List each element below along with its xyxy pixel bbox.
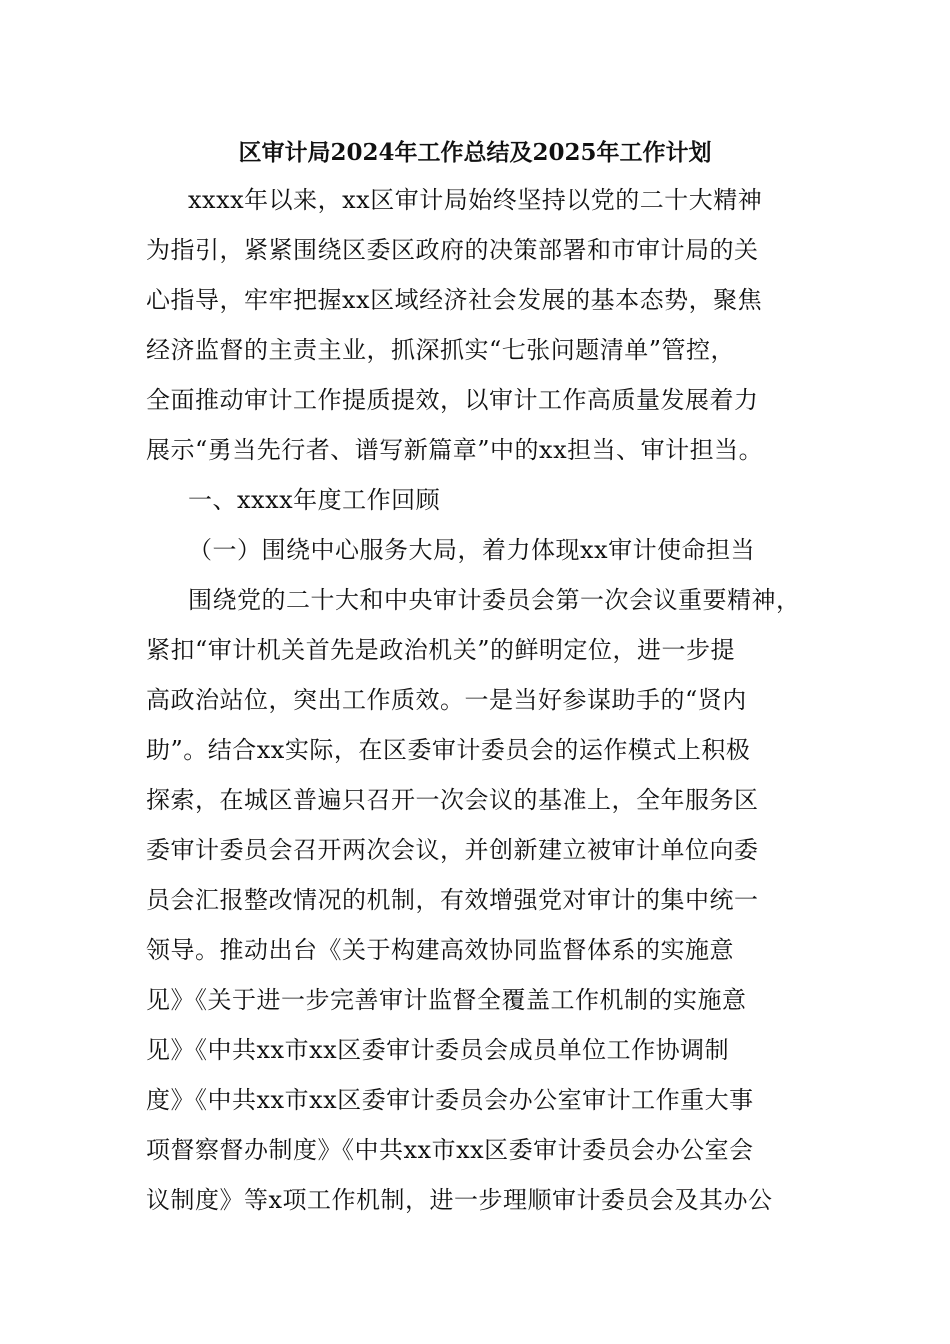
paragraph-line-21: 议制度》等x项工作机制，进一步理顺审计委员会及其办公 — [146, 1186, 773, 1214]
subsection-heading-1: （一）围绕中心服务大局，着力体现xx审计使命担当 — [188, 536, 756, 564]
paragraph-line-10: 紧扣“审计机关首先是政治机关”的鲜明定位，进一步提 — [146, 636, 736, 664]
paragraph-line-5: 全面推动审计工作提质提效，以审计工作高质量发展着力 — [146, 386, 759, 414]
paragraph-line-2: 为指引，紧紧围绕区委区政府的决策部署和市审计局的关 — [146, 236, 759, 264]
paragraph-line-18: 见》《中共xx市xx区委审计委员会成员单位工作协调制 — [146, 1036, 730, 1064]
paragraph-line-4: 经济监督的主责主业，抓深抓实“七张问题清单”管控， — [146, 336, 736, 364]
paragraph-line-15: 员会汇报整改情况的机制，有效增强党对审计的集中统一 — [146, 886, 759, 914]
paragraph-line-16: 领导。推动出台《关于构建高效协同监督体系的实施意 — [146, 936, 734, 964]
paragraph-line-19: 度》《中共xx市xx区委审计委员会办公室审计工作重大事 — [146, 1086, 754, 1114]
document-title: 区审计局2024年工作总结及2025年工作计划 — [238, 139, 712, 166]
paragraph-line-14: 委审计委员会召开两次会议，并创新建立被审计单位向委 — [146, 836, 759, 864]
paragraph-line-12: 助”。结合xx实际，在区委审计委员会的运作模式上积极 — [146, 736, 751, 764]
paragraph-line-6: 展示“勇当先行者、谱写新篇章”中的xx担当、审计担当。 — [146, 436, 764, 464]
paragraph-line-9: 围绕党的二十大和中央审计委员会第一次会议重要精神， — [188, 586, 801, 614]
paragraph-line-13: 探索，在城区普遍只召开一次会议的基准上，全年服务区 — [146, 786, 759, 814]
paragraph-line-17: 见》《关于进一步完善审计监督全覆盖工作机制的实施意 — [146, 986, 747, 1014]
paragraph-line-11: 高政治站位，突出工作质效。一是当好参谋助手的“贤内 — [146, 686, 747, 714]
paragraph-line-3: 心指导，牢牢把握xx区域经济社会发展的基本态势，聚焦 — [146, 286, 763, 314]
paragraph-line-1: xxxx年以来，xx区审计局始终坚持以党的二十大精神 — [188, 186, 763, 214]
paragraph-line-20: 项督察督办制度》《中共xx市xx区委审计委员会办公室会 — [146, 1136, 754, 1164]
section-heading-1: 一、xxxx年度工作回顾 — [188, 486, 441, 514]
